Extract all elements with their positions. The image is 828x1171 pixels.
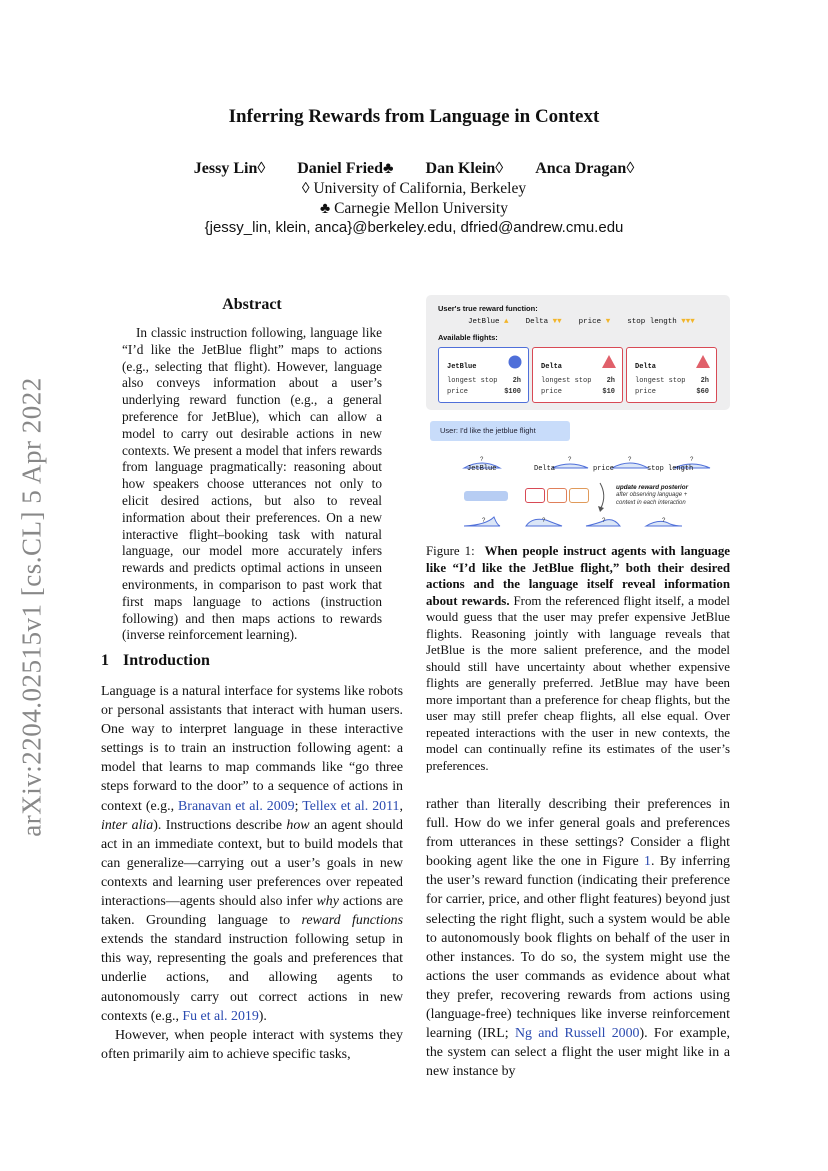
section-heading (101, 652, 210, 670)
section-title: Introduction (123, 652, 210, 669)
flight-encoding (547, 488, 567, 503)
citation-link[interactable]: Branavan et al. 2009 (178, 798, 295, 814)
posterior-note: context in each interaction (616, 500, 686, 506)
question-mark: ? (542, 518, 546, 524)
available-flights-label: Available flights: (438, 333, 498, 342)
blob-icon (507, 354, 523, 370)
arxiv-sidebar (10, 372, 54, 842)
caption-bold: When people instruct agents with language like “I’d like the JetBlue flight,” both their desired actions and the language itself reveal information about rewards. (426, 544, 731, 608)
author-list (0, 160, 828, 178)
reward-items (468, 318, 695, 326)
posterior-distributions (456, 516, 726, 530)
flight-encoding (569, 488, 589, 503)
citation-link[interactable]: Ng and Russell 2000 (514, 1026, 640, 1042)
thumbs-up-icon: ▲ (504, 318, 509, 326)
delta-icon (601, 354, 617, 369)
author-name: Daniel Fried♣ (297, 160, 394, 177)
abstract-text: In classic instruction following, language like “I’d like the JetBlue flight” maps to actions (e.g., selecting that flight). However, language also conveys information about a user’s underlying reward function (e.g., a general preference for JetBlue), which can allow a model to carry out desirable actions in new contexts. We present a model that infers rewards from language pragmatically: reasoning about how speakers choose utterances not only to elicit desired actions, but also to reveal information about their preferences. On a new interactive flight–booking task with natural language, our model more accurately infers rewards and predicts optimal actions in unseen environments, in comparison to past work that first maps language to actions (instruction following) and then maps actions to rewards (inverse reinforcement learning). (122, 325, 382, 643)
abstract-heading: Abstract (222, 296, 282, 313)
citation-link[interactable]: Tellex et al. 2011 (302, 798, 400, 814)
author-emails: {jessy_lin, klein, anca}@berkeley.edu, dfried@andrew.cmu.edu (204, 219, 624, 236)
figure-caption (426, 543, 730, 774)
flight-card-jetblue[interactable]: JetBlue longest stop 2h price $100 (438, 347, 529, 403)
caption-label: Figure 1: (426, 544, 475, 558)
author-name: Jessy Lin◊ (193, 160, 266, 177)
intro-column (101, 682, 403, 1064)
posterior-note: after observing language + (616, 492, 688, 498)
question-mark: ? (690, 457, 694, 463)
affiliation-berkeley: ◊ University of California, Berkeley (301, 180, 527, 197)
reward-item-stop-length: stop length (627, 318, 677, 326)
flight-encoding (525, 488, 545, 503)
affiliation-cmu: ♣ Carnegie Mellon University (320, 200, 508, 217)
feature-label-stop-length: stop length (647, 465, 694, 473)
update-arrow-icon (594, 481, 610, 513)
caption-text: From the referenced flight itself, a model would guess that the user may prefer expensive JetBlue flights. Reasoning jointly with language reveals that JetBlue is the more salient preference, and the model should still have uncertainty about whether expensive flights are generally preferred. JetBlue may have been more important than a preference for cheap flights, but the user may still prefer cheap flights, all else equal. Over repeated interactions with the user in new contexts, the model can continually refine its estimates of the user’s preferences. (426, 593, 730, 773)
author-name: Anca Dragan◊ (535, 160, 635, 177)
flight-card-delta-2[interactable]: Delta longest stop 2h price $60 (626, 347, 717, 403)
paper-title: Inferring Rewards from Language in Context (228, 106, 600, 127)
reward-item-jetblue: JetBlue (468, 318, 500, 326)
question-mark: ? (480, 457, 484, 463)
question-mark: ? (568, 457, 572, 463)
flight-carrier: Delta (635, 363, 657, 371)
right-column-paragraph: rather than literally describing their preferences in full. How do we infer general goals and preferences from utterances in these settings? Consider a flight booking agent like the one in Figure 1. By inferring the user’s reward function (indicating their preference for carrier, price, and other flight features) beyond just selecting the right flight, such a system would be able to autonomously book flights on behalf of the user in other instances. To do so, the system might use the actions the user commands as evidence about what they prefer, recovering rewards from actions using (language-free) techniques like inverse reinforcement learning (IRL; Ng and Russell 2000). For example, the system can select a flight the user might like in a new instance by (426, 797, 730, 1080)
arxiv-identifier: arXiv:2204.02515v1 [cs.CL] 5 Apr 2022 (16, 377, 47, 837)
intro-paragraph-2: However, when people interact with systems they often primarily aim to achieve specific tasks, (101, 1027, 403, 1062)
thumbs-down-icon: ▼▼▼ (681, 318, 695, 326)
flight-carrier: JetBlue (447, 363, 477, 371)
delta-icon (695, 354, 711, 369)
feature-label-delta: Delta (534, 465, 556, 473)
figure-reference-link[interactable]: 1 (644, 854, 651, 870)
reward-item-price: price (578, 318, 602, 326)
question-mark: ? (662, 518, 666, 524)
user-utterance: User: I'd like the jetblue flight (430, 421, 570, 441)
thumbs-down-icon: ▼ (605, 318, 611, 326)
posterior-title: update reward posterior (616, 484, 689, 491)
flight-carrier: Delta (541, 363, 563, 371)
intro-paragraph-1: Language is a natural interface for systems like robots or personal assistants that interact with human users. One way to interpret language in these interactive settings is to train an instruction following agent: a model that learns to map commands like “go three steps forward to the door” to a sequence of actions in context (e.g., Branavan et al. 2009; Tellex et al. 2011, inter alia). Instructions describe how an agent should act in an immediate context, but to build models that can generalize—carrying out a user’s goals in new contexts and learning user preferences over repeated interactions—agents should also infer why actions are taken. Grounding language to reward functions extends the standard instruction following setup in this way, representing the goals and preferences that underlie actions, and allowing agents to autonomously carry out correct actions in new contexts (e.g., Fu et al. 2019). (101, 684, 404, 1024)
feature-label-jetblue: JetBlue (467, 465, 497, 473)
question-mark: ? (482, 518, 486, 524)
reward-item-delta: Delta (525, 318, 549, 326)
thumbs-down-icon: ▼▼ (552, 318, 562, 326)
author-name: Dan Klein◊ (425, 160, 504, 177)
question-mark: ? (628, 457, 632, 463)
true-reward-label: User's true reward function: (438, 304, 538, 313)
flight-card-delta-1[interactable]: Delta longest stop 2h price $10 (532, 347, 623, 403)
feature-label-price: price (593, 465, 615, 473)
utterance-encoding (464, 491, 508, 501)
figure-1 (426, 295, 730, 529)
question-mark: ? (602, 518, 606, 524)
section-number: 1 (101, 652, 109, 669)
citation-link[interactable]: Fu et al. 2019 (182, 1008, 259, 1024)
